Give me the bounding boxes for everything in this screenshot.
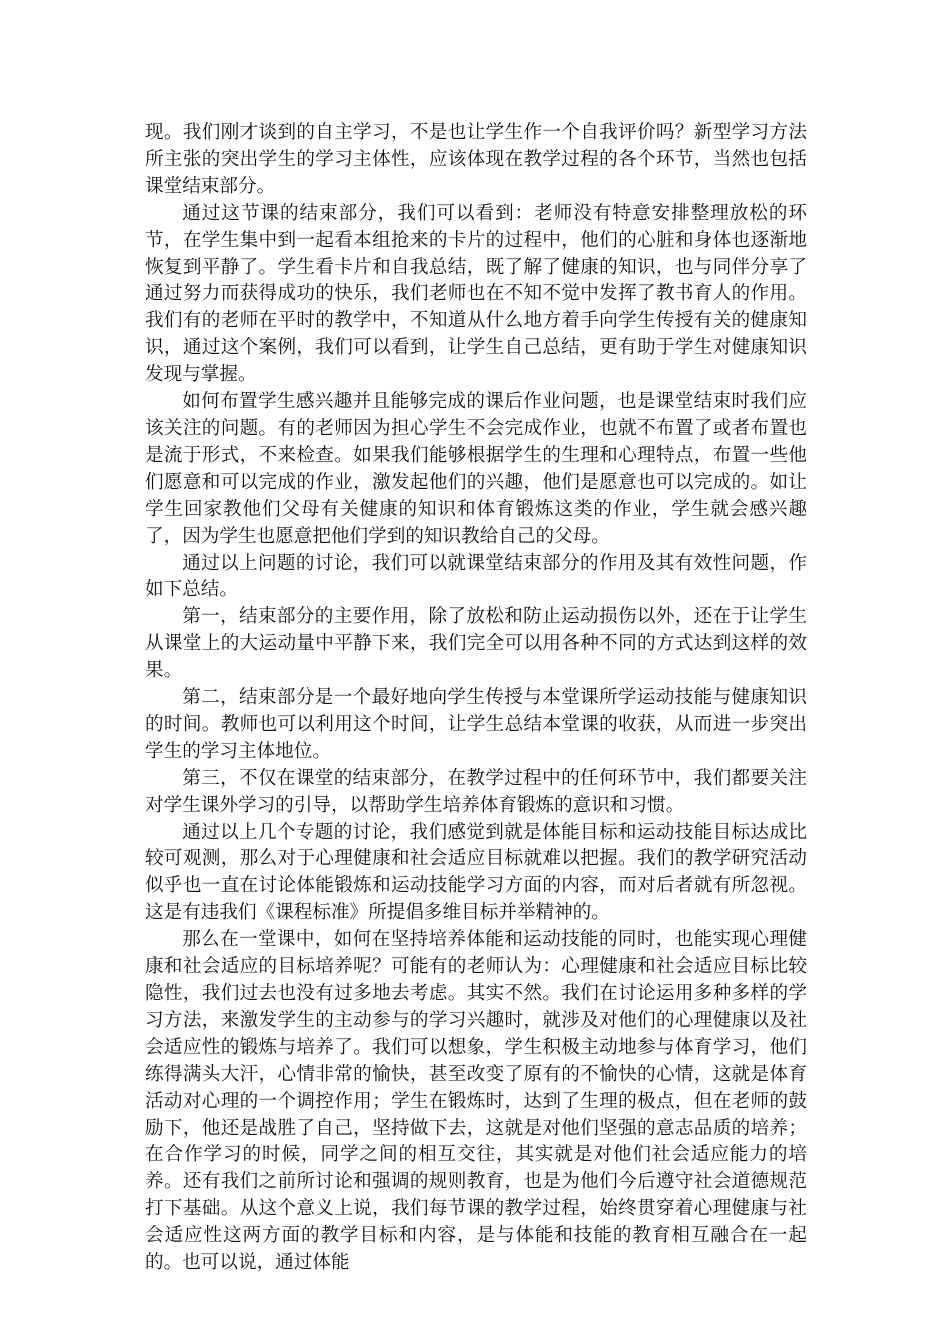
document-body — [145, 120, 807, 1277]
paragraph-summary-intro: 通过以上问题的讨论，我们可以就课堂结束部分的作用及其有效性问题，作如下总结。 — [145, 552, 807, 601]
paragraph-point-three: 第三，不仅在课堂的结束部分，在教学过程中的任何环节中，我们都要关注对学生课外学习的引导，以帮助学生培养体育锻炼的意识和习惯。 — [145, 767, 807, 816]
paragraph-psychological-social-goals: 那么在一堂课中，如何在坚持培养体能和运动技能的同时，也能实现心理健康和社会适应的目标培养呢？可能有的老师认为：心理健康和社会适应目标比较隐性，我们过去也没有过多地去考虑。其实不然。我们在讨论运用多种多样的学习方法，来激发学生的主动参与的学习兴趣时，就涉及对他们的心理健康以及社会适应性的锻炼与培养了。我们可以想象，学生积极主动地参与体育学习，他们练得满头大汗，心情非常的愉快，甚至改变了原有的不愉快的心情，这就是体育活动对心理的一个调控作用；学生在锻炼时，达到了生理的极点，但在老师的鼓励下，他还是战胜了自己，坚持做下去，这就是对他们坚强的意志品质的培养；在合作学习的时候，同学之间的相互交往，其实就是对他们社会适应能力的培养。还有我们之前所讨论和强调的规则教育，也是为他们今后遵守社会道德规范打下基础。从这个意义上说，我们每节课的教学过程，始终贯穿着心理健康与社会适应性这两方面的教学目标和内容，是与体能和技能的教育相互融合在一起的。也可以说，通过体能 — [145, 929, 807, 1274]
paragraph-point-one: 第一，结束部分的主要作用，除了放松和防止运动损伤以外，还在于让学生从课堂上的大运动量中平静下来，我们完全可以用各种不同的方式达到这样的效果。 — [145, 606, 807, 682]
paragraph-goals-discussion: 通过以上几个专题的讨论，我们感觉到就是体能目标和运动技能目标达成比较可观测，那么对于心理健康和社会适应目标就难以把握。我们的教学研究活动似乎也一直在讨论体能锻炼和运动技能学习方面的内容，而对后者就有所忽视。这是有违我们《课程标准》所提倡多维目标并举精神的。 — [145, 821, 807, 924]
paragraph-point-two: 第二，结束部分是一个最好地向学生传授与本堂课所学运动技能与健康知识的时间。教师也可以利用这个时间，让学生总结本堂课的收获，从而进一步突出学生的学习主体地位。 — [145, 687, 807, 762]
paragraph-class-ending-observation: 通过这节课的结束部分，我们可以看到：老师没有特意安排整理放松的环节，在学生集中到一起看本组抢来的卡片的过程中，他们的心脏和身体也逐渐地恢复到平静了。学生看卡片和自我总结，既了解了健康的知识，也与同伴分享了通过努力而获得成功的快乐，我们老师也在不知不觉中发挥了教书育人的作用。我们有的老师在平时的教学中，不知道从什么地方着手向学生传授有关的健康知识，通过这个案例，我们可以看到，让学生自己总结，更有助于学生对健康知识发现与掌握。 — [145, 202, 807, 386]
paragraph-continuation: 现。我们刚才谈到的自主学习，不是也让学生作一个自我评价吗？新型学习方法所主张的突出学生的学习主体性，应该体现在教学过程的各个环节，当然也包括课堂结束部分。 — [145, 122, 807, 197]
paragraph-homework: 如何布置学生感兴趣并且能够完成的课后作业问题，也是课堂结束时我们应该关注的问题。有的老师因为担心学生不会完成作业，也就不布置了或者布置也是流于形式，不来检查。如果我们能够根据学生的生理和心理特点，布置一些他们愿意和可以完成的作业，激发起他们的兴趣，他们是愿意也可以完成的。如让学生回家教他们父母有关健康的知识和体育锻炼这类的作业，学生就会感兴趣了，因为学生也愿意把他们学到的知识教给自己的父母。 — [145, 391, 807, 547]
